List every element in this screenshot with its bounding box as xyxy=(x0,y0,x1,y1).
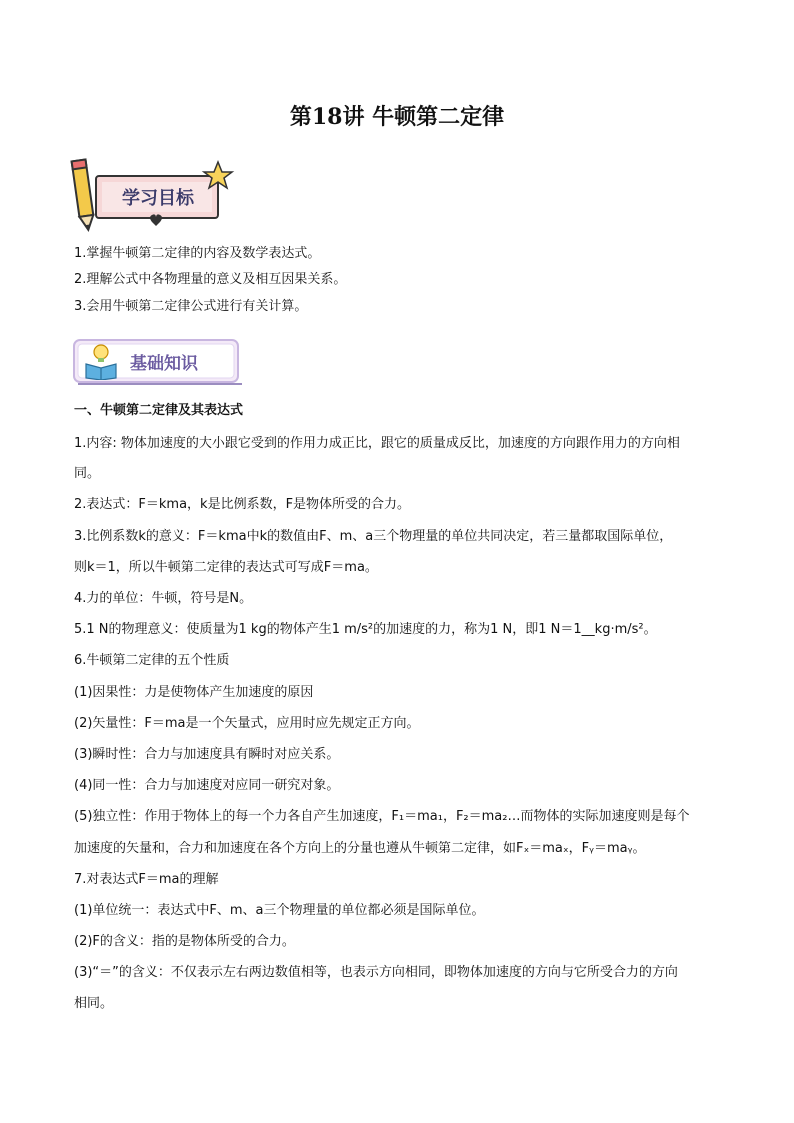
paragraph-line: (2)F的含义：指的是物体所受的合力。 xyxy=(74,934,295,949)
paragraph-line: 1.内容: 物体加速度的大小跟它受到的作用力成正比，跟它的质量成反比，加速度的方向跟作用力的方向相 xyxy=(74,436,680,451)
book-lightbulb-icon xyxy=(84,342,118,380)
learning-goals-label: 学习目标 xyxy=(122,188,194,209)
paragraph-line: 相同。 xyxy=(74,996,114,1011)
learning-goals-banner xyxy=(66,152,236,234)
paragraph-line: (2)矢量性：F＝ma是一个矢量式，应用时应先规定正方向。 xyxy=(74,716,420,731)
goal-item: 1.掌握牛顿第二定律的内容及数学表达式。 xyxy=(74,246,321,261)
paragraph-line: (1)单位统一：表达式中F、m、a三个物理量的单位都必须是国际单位。 xyxy=(74,903,485,918)
paragraph-line: 2.表达式：F＝kma，k是比例系数，F是物体所受的合力。 xyxy=(74,497,411,512)
goal-item: 3.会用牛顿第二定律公式进行有关计算。 xyxy=(74,299,308,314)
paragraph-line: (4)同一性：合力与加速度对应同一研究对象。 xyxy=(74,778,340,793)
paragraph-line: 5.1 N的物理意义：使质量为1 kg的物体产生1 m/s²的加速度的力，称为1 N，即1 N＝1__kg·m/s²。 xyxy=(74,622,657,637)
goal-item: 2.理解公式中各物理量的意义及相互因果关系。 xyxy=(74,272,347,287)
paragraph-line: 3.比例系数k的意义：F＝kma中k的数值由F、m、a三个物理量的单位共同决定，若三量都取国际单位， xyxy=(74,529,673,544)
paragraph-line: 7.对表达式F＝ma的理解 xyxy=(74,872,219,887)
paragraph-line: (3)“＝”的含义：不仅表示左右两边数值相等，也表示方向相同，即物体加速度的方向与它所受合力的方向 xyxy=(74,965,678,980)
paragraph-line: 则k＝1，所以牛顿第二定律的表达式可写成F＝ma。 xyxy=(74,560,378,575)
paragraph-line: 6.牛顿第二定律的五个性质 xyxy=(74,653,230,668)
paragraph-line: 同。 xyxy=(74,466,101,481)
paragraph-line: 加速度的矢量和，合力和加速度在各个方向上的分量也遵从牛顿第二定律，如Fₓ＝maₓ，Fᵧ＝maᵧ。 xyxy=(74,841,646,856)
paragraph-line: 4.力的单位：牛顿，符号是N。 xyxy=(74,591,253,606)
basic-knowledge-label: 基础知识 xyxy=(130,354,198,374)
basic-knowledge-banner xyxy=(72,336,242,388)
paragraph-line: (5)独立性：作用于物体上的每一个力各自产生加速度，F₁＝ma₁，F₂＝ma₂…而物体的实际加速度则是每个 xyxy=(74,809,690,824)
paragraph-line: (1)因果性：力是使物体产生加速度的原因 xyxy=(74,685,314,700)
page-title: 第18讲 牛顿第二定律 xyxy=(289,104,505,130)
paragraph-line: (3)瞬时性：合力与加速度具有瞬时对应关系。 xyxy=(74,747,340,762)
section-heading: 一、牛顿第二定律及其表达式 xyxy=(74,403,244,418)
